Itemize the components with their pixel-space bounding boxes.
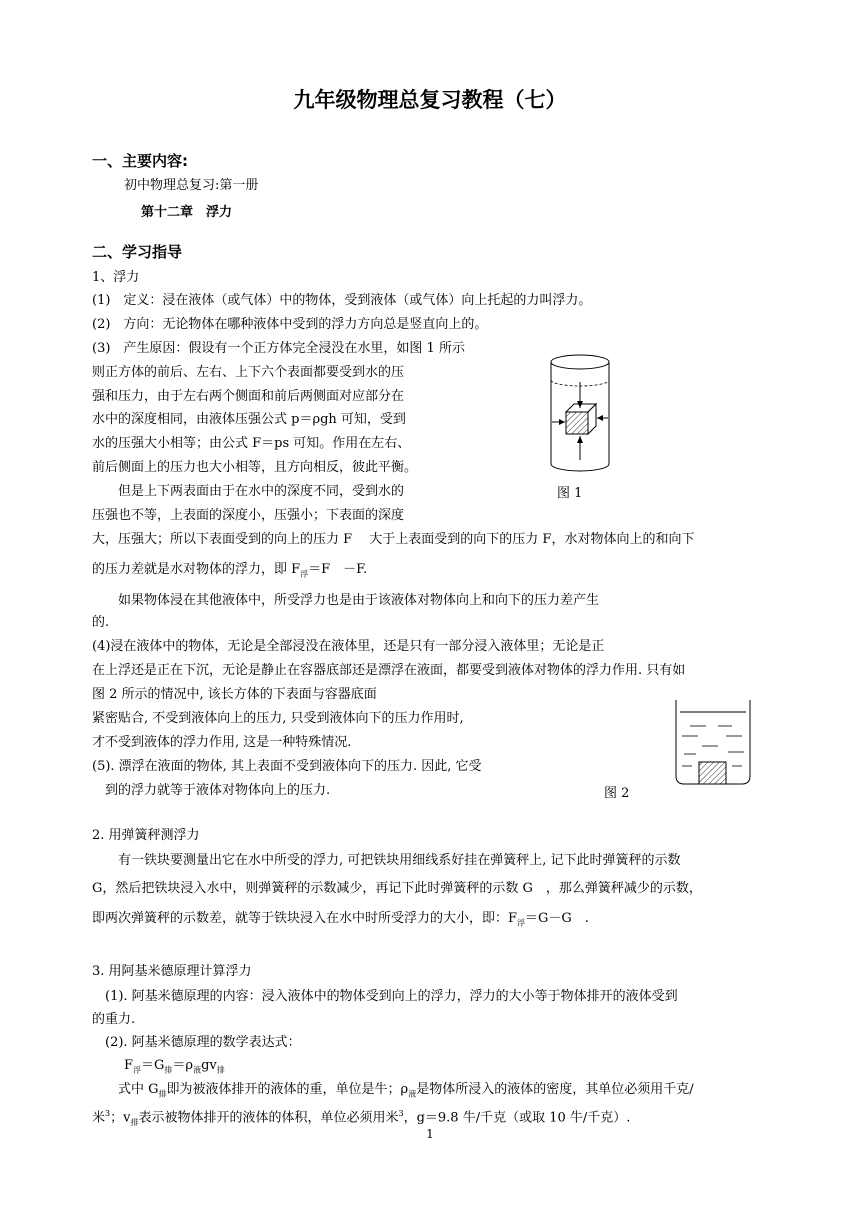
section-1-heading: 一、主要内容: — [92, 152, 188, 170]
fig1-caption: 图 1 — [557, 486, 583, 501]
p3-line: 的重力. — [92, 1012, 136, 1027]
p3-line: 米$^3$；$v_排$表示被物体排开的液体的体积，单位必须用米$^3$，g＝9.8 牛/千克（或取 10 牛/千克）. — [92, 1109, 631, 1127]
p1-line: 水的压强大小相等；由公式 F＝ps 可知。作用在左右、 — [92, 436, 411, 451]
p1-line: 但是上下两表面由于在水中的深度不同，受到水的 — [92, 484, 405, 499]
p1-line: 紧密贴合, 不受到液体向上的压力, 只受到液体向下的压力作用时, — [92, 711, 464, 726]
section-2-heading: 二、学习指导 — [92, 243, 183, 261]
p1-line: (3) 产生原因：假设有一个正方体完全浸没在水里，如图 1 所示 — [92, 341, 465, 356]
p1-line: 则正方体的前后、左右、上下六个表面都要受到水的压 — [92, 365, 405, 380]
p1-line: 如果物体浸在其他液体中，所受浮力也是由于该液体对物体向上和向下的压力差产生 — [92, 593, 600, 608]
p1-line: 才不受到液体的浮力作用, 这是一种特殊情况. — [92, 735, 352, 750]
p1-line: (2) 方向：无论物体在哪种液体中受到的浮力方向总是竖直向上的。 — [92, 317, 488, 332]
p1-line: (5). 漂浮在液面的物体, 其上表面不受到液体向下的压力. 因此, 它受 — [92, 759, 482, 774]
block-on-container-bottom-diagram — [672, 696, 754, 788]
p1-line: 压强也不等，上表面的深度小，压强小；下表面的深度 — [92, 508, 405, 523]
p1-line: 强和压力，由于左右两个侧面和前后两侧面对应部分在 — [92, 389, 405, 404]
p2-title: 2. 用弹簧秤测浮力 — [92, 828, 200, 843]
p3-line: (1). 阿基米德原理的内容：浸入液体中的物体受到向上的浮力，浮力的大小等于物体排开的液体受到 — [92, 989, 678, 1004]
p1-line: 在上浮还是正在下沉，无论是静止在容器底部还是漂浮在液面，都要受到液体对物体的浮力作用. 只有如 — [92, 663, 686, 678]
p1-line-formula: 的压力差就是水对物体的浮力，即 $F_浮=F$ －F. — [92, 562, 368, 579]
page-number: 1 — [426, 1127, 434, 1141]
submerged-cube-diagram — [540, 352, 620, 474]
p1-line: 前后侧面上的压力也大小相等，且方向相反，彼此平衡。 — [92, 460, 418, 475]
p1-line: 到的浮力就等于液体对物体向上的压力. — [92, 783, 331, 798]
p1-title: 1、浮力 — [92, 270, 140, 285]
p1-line: 的. — [92, 615, 110, 630]
s1-line-1: 初中物理总复习:第一册 — [124, 178, 259, 193]
p1-line: 水中的深度相同，由液体压强公式 p＝ρgh 可知，受到 — [92, 412, 406, 427]
p3-line: 式中 $G_排$即为被液体排开的液体的重，单位是牛；$\rho_液$是物体所浸入的液体的密度，其单位必须用千克/ — [92, 1082, 694, 1099]
page-title: 九年级物理总复习教程（七） — [293, 88, 567, 112]
fig2-caption: 图 2 — [604, 786, 630, 801]
p1-line: 大，压强大；所以下表面受到的向上的压力 F 大于上表面受到的向下的压力 F，水对物体向上的和向下 — [92, 532, 695, 547]
p1-line: 图 2 所示的情况中, 该长方体的下表面与容器底面 — [92, 687, 377, 702]
p3-title: 3. 用阿基米德原理计算浮力 — [92, 964, 252, 979]
p1-line: (1) 定义：浸在液体（或气体）中的物体，受到液体（或气体）向上托起的力叫浮力。 — [92, 293, 592, 308]
p3-line: (2). 阿基米德原理的数学表达式： — [92, 1035, 301, 1050]
p1-line: (4)浸在液体中的物体，无论是全部浸没在液体里，还是只有一部分浸入液体里；无论是正 — [92, 639, 605, 654]
p2-line: 有一铁块要测量出它在水中所受的浮力, 可把铁块用细线系好挂在弹簧秤上, 记下此时弹簧秤的示数 — [92, 853, 681, 868]
archimedes-formula: $F_浮=G_排=\rho_液gv_排$ — [124, 1058, 225, 1075]
p2-line-formula: 即两次弹簧秤的示数差，就等于铁块浸入在水中时所受浮力的大小，即：$F_浮=G-G$ . — [92, 911, 589, 928]
p2-line: G，然后把铁块浸入水中，则弹簧秤的示数减少，再记下此时弹簧秤的示数 G ，那么弹簧秤减少的示数， — [92, 881, 702, 896]
s1-chapter: 第十二章 浮力 — [141, 205, 233, 220]
